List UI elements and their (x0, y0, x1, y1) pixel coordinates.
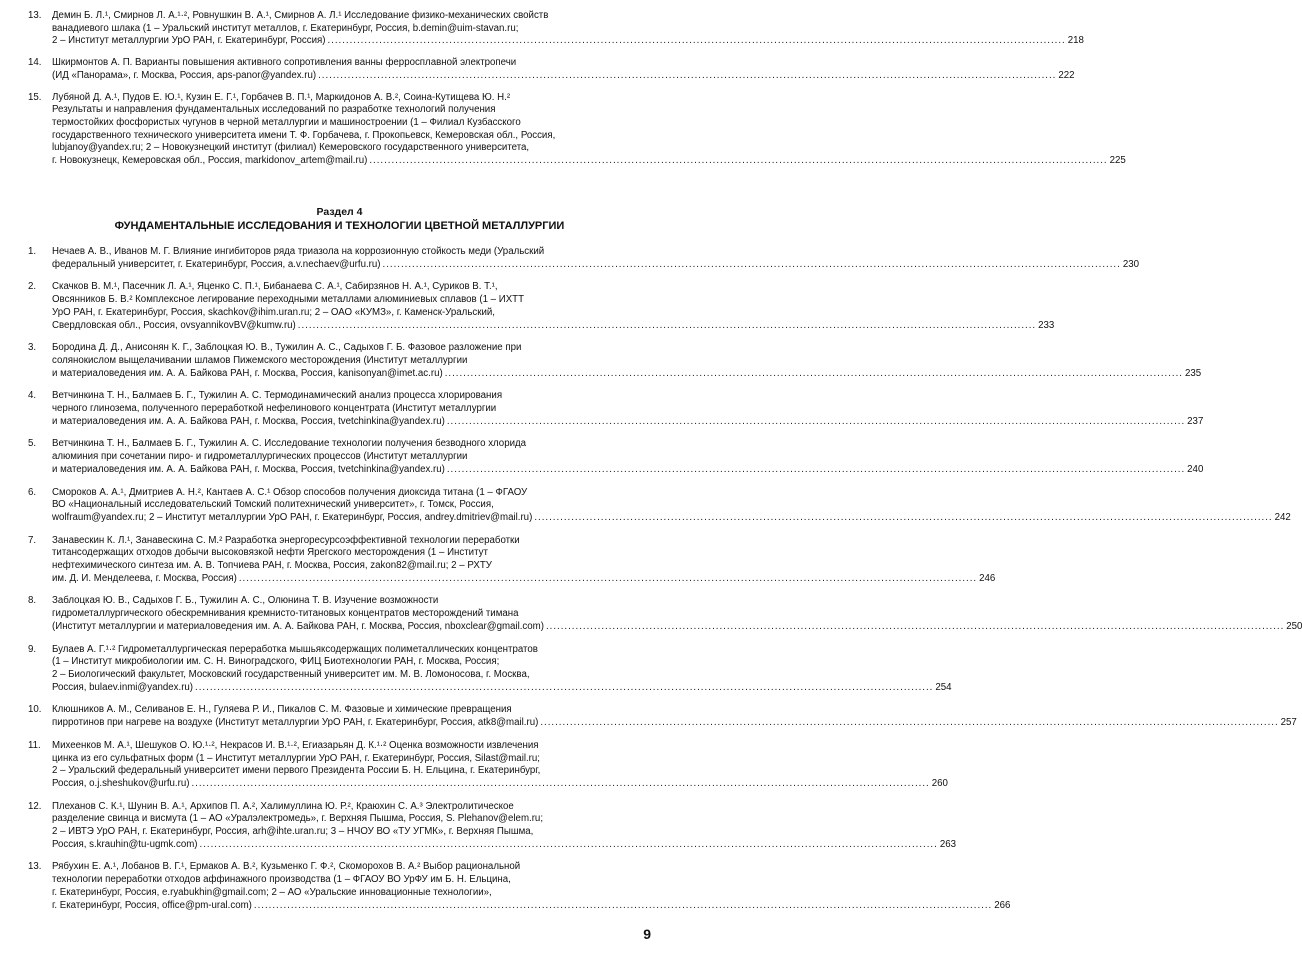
dot-leader: ........................................................................................................................................................................................................ (297, 319, 1037, 331)
entry-page-number: 266 (994, 899, 1011, 911)
toc-entry (0, 91, 1126, 168)
entry-number: 1. (28, 246, 37, 257)
toc-entry (0, 438, 1204, 476)
entry-line: и материаловедения им. А. А. Байкова РАН, г. Москва, Россия, tvetchinkina@yandex.ru) (52, 463, 445, 475)
entry-line: 2 – Биологический факультет, Московский государственный университет им. М. В. Ломоносова, г. Москва, (52, 668, 530, 680)
entry-line: технологии переработки отходов аффинажного производства (1 – ФГАОУ ВО УрФУ им Б. Н. Ельцина, (52, 874, 511, 886)
entry-page-number: 240 (1187, 463, 1204, 475)
toc-entry (0, 342, 1202, 380)
toc-entry (0, 281, 1055, 332)
entry-line: термостойких фосфористых чугунов в черной металлургии и машиностроении (1 – Филиал Кузбасского (52, 116, 521, 128)
entry-page-number: 242 (1274, 511, 1291, 523)
toc-entry (0, 486, 1291, 525)
dot-leader: ........................................................................................................................................................................................................ (444, 367, 1183, 379)
entry-line: 2 – ИВТЭ УрО РАН, г. Екатеринбург, Россия, arh@ihte.uran.ru; 3 – НЧОУ ВО «ТУ УГМК», г. Верхняя Пышма, (52, 826, 534, 838)
entry-last-line (52, 572, 996, 586)
entry-line: Михеенков М. А.¹, Шешуков О. Ю.¹·², Некрасов И. В.¹·², Егиазарьян Д. К.¹·² Оценка возможности извлечения (52, 739, 539, 751)
toc-entry (0, 10, 1084, 48)
entry-number: 14. (28, 57, 42, 69)
entry-line: титансодержащих отходов добычи высоковязкой нефти Ярегского месторождения (1 – Институт (52, 547, 488, 559)
entry-last-line (52, 415, 1204, 429)
entry-number: 15. (28, 91, 42, 103)
toc-section-entries (0, 246, 1302, 912)
entry-last-line (52, 258, 1139, 272)
section-heading (0, 206, 679, 233)
entry-line: ванадиевого шлака (1 – Уральский институт металлов, г. Екатеринбург, Россия, b.demin@uim-stavan.ru; (52, 22, 519, 34)
entry-last-line (52, 838, 956, 852)
toc-entry (0, 739, 948, 791)
dot-leader: ........................................................................................................................................................................................................ (534, 511, 1273, 523)
entry-line: Бородина Д. Д., Анисонян К. Г., Заблоцкая Ю. В., Тужилин А. С., Садыхов Г. Б. Фазовое разложение при (52, 342, 522, 354)
entry-page-number: 222 (1058, 69, 1075, 81)
entry-page-number: 218 (1067, 35, 1084, 47)
entry-page-number: 237 (1187, 415, 1204, 427)
dot-leader: ........................................................................................................................................................................................................ (382, 258, 1121, 270)
entry-line: (Институт металлургии и материаловедения им. А. А. Байкова РАН, г. Москва, Россия, nboxclear@gmail.com) (52, 620, 544, 632)
entry-number: 13. (28, 861, 42, 873)
toc-entry (0, 861, 1011, 912)
toc-entry (0, 57, 1075, 82)
toc-entry (0, 246, 1139, 271)
dot-leader: ........................................................................................................................................................................................................ (238, 572, 978, 584)
entry-line: Нечаев А. В., Иванов М. Г. Влияние ингибиторов ряда триазола на коррозионную стойкость меди (Уральский (52, 246, 545, 257)
entry-line: нефтехимического синтеза им. А. В. Топчиева РАН, г. Москва, Россия, zakon82@mail.ru; 2 – РХТУ (52, 560, 492, 572)
entry-page-number: 254 (935, 681, 952, 693)
entry-line: и материаловедения им. А. А. Байкова РАН, г. Москва, Россия, kanisonyan@imet.ac.ru) (52, 367, 443, 379)
entry-number: 7. (28, 534, 37, 546)
entry-last-line (52, 620, 1302, 634)
entry-line: черного глинозема, полученного переработкой нефелинового концентрата (Институт металлургии (52, 403, 497, 415)
page-number: 9 (643, 926, 651, 942)
dot-leader: ........................................................................................................................................................................................................ (199, 838, 938, 850)
entry-line: Россия, o.j.sheshukov@urfu.ru) (52, 777, 190, 789)
entry-line: Россия, bulaev.inmi@yandex.ru) (52, 681, 194, 693)
entry-page-number: 225 (1109, 155, 1126, 167)
entry-line: Заблоцкая Ю. В., Садыхов Г. Б., Тужилин А. С., Олюнина Т. В. Изучение возможности (52, 595, 439, 607)
toc-entry (0, 704, 1297, 729)
toc-entry (0, 643, 952, 695)
entry-page-number: 250 (1286, 620, 1302, 632)
entry-line: Смороков А. А.¹, Дмитриев А. Н.², Кантаев А. С.¹ Обзор способов получения диоксида титана (1 – ФГАОУ (52, 486, 528, 498)
entry-line: алюминия при сочетании пиро- и гидрометаллургических процессов (Институт металлургии (52, 451, 468, 463)
entry-page-number: 260 (931, 777, 948, 789)
dot-leader: ........................................................................................................................................................................................................ (545, 620, 1285, 632)
entry-line: разделение свинца и висмута (1 – АО «Уралэлектромедь», г. Верхняя Пышма, Россия, S. Plehanov@elem.ru; (52, 813, 544, 825)
entry-line: Результаты и направления фундаментальных исследований по разработке технологий получения (52, 104, 496, 116)
dot-leader: ........................................................................................................................................................................................................ (327, 35, 1066, 47)
entry-line: цинка из его сульфатных форм (1 – Институт металлургии УрО РАН, г. Екатеринбург, Россия, Silast@mail.ru; (52, 752, 540, 764)
entry-line: Россия, s.krauhin@tu-ugmk.com) (52, 838, 198, 850)
entry-line: Плеханов С. К.¹, Шунин В. А.¹, Архипов П. А.², Халимуллина Ю. Р.², Краюхин С. А.³ Электролитическое (52, 800, 514, 812)
dot-leader: ........................................................................................................................................................................................................ (191, 777, 930, 789)
entry-line: им. Д. И. Менделеева, г. Москва, Россия) (52, 572, 237, 584)
entry-number: 6. (28, 486, 37, 498)
dot-leader: ........................................................................................................................................................................................................ (195, 681, 934, 693)
entry-number: 4. (28, 390, 37, 402)
entry-line: Рябухин Е. А.¹, Лобанов В. Г.¹, Ермаков А. В.², Кузьменко Г. Ф.², Скоморохов В. А.² Выбор рациональной (52, 861, 521, 873)
entry-page-number: 263 (939, 838, 956, 850)
entry-line: пирротинов при нагреве на воздухе (Институт металлургии УрО РАН, г. Екатеринбург, Россия, atk8@mail.ru) (52, 717, 539, 729)
entry-line: федеральный университет, г. Екатеринбург, Россия, a.v.nechaev@urfu.ru) (52, 258, 381, 270)
entry-number: 2. (28, 281, 37, 293)
entry-last-line (52, 35, 1084, 48)
entry-line: Демин Б. Л.¹, Смирнов Л. А.¹·², Ровнушкин В. А.¹, Смирнов А. Л.¹ Исследование физико-механических свойств (52, 10, 549, 21)
entry-line: г. Екатеринбург, Россия, office@pm-ural.com) (52, 899, 252, 911)
toc-top-entries (0, 10, 1126, 168)
entry-line: 2 – Уральский федеральный университет имени первого Президента России Б. Н. Ельцина, г. Екатеринбург, (52, 765, 541, 777)
entry-last-line (52, 777, 948, 791)
entry-line: (ИД «Панорама», г. Москва, Россия, aps-panor@yandex.ru) (52, 69, 317, 81)
entry-last-line (52, 899, 1011, 913)
entry-line: 2 – Институт металлургии УрО РАН, г. Екатеринбург, Россия) (52, 35, 326, 47)
entry-line: wolfraum@yandex.ru; 2 – Институт металлургии УрО РАН, г. Екатеринбург, Россия, andrey.dmitriev@mail.ru) (52, 511, 533, 523)
dot-leader: ........................................................................................................................................................................................................ (253, 899, 993, 911)
entry-line: Ветчинкина Т. Н., Балмаев Б. Г., Тужилин А. С. Исследование технологии получения безводного хлорида (52, 438, 527, 450)
entry-line: государственного технического университета имени Т. Ф. Горбачева, г. Прокопьевск, Кемеровская обл., Россия, (52, 129, 556, 141)
entry-page-number: 230 (1122, 258, 1139, 270)
entry-last-line (52, 717, 1297, 730)
entry-line: Свердловская обл., Россия, ovsyannikovBV@kumw.ru) (52, 319, 296, 331)
entry-last-line (52, 69, 1075, 83)
entry-line: Шкирмонтов А. П. Варианты повышения активного сопротивления ванны ферросплавной электропечи (52, 57, 517, 69)
entry-line: Занавескин К. Л.¹, Занавескина С. М.² Разработка энергоресурсоэффективной технологии переработки (52, 534, 520, 546)
entry-line: г. Екатеринбург, Россия, e.ryabukhin@gmail.com; 2 – АО «Уральские инновационные технологии», (52, 886, 492, 898)
entry-last-line (52, 319, 1055, 333)
entry-line: ВО «Национальный исследовательский Томский политехнический университет», г. Томск, Россия, (52, 499, 494, 511)
entry-line: Булаев А. Г.¹·² Гидрометаллургическая переработка мышьяксодержащих полиметаллических концентратов (52, 643, 538, 655)
entry-number: 10. (28, 704, 42, 716)
entry-number: 8. (28, 595, 37, 607)
entry-last-line (52, 155, 1126, 168)
entry-line: г. Новокузнецк, Кемеровская обл., Россия, markidonov_artem@mail.ru) (52, 155, 368, 167)
entry-line: и материаловедения им. А. А. Байкова РАН, г. Москва, Россия, tvetchinkina@yandex.ru) (52, 415, 445, 427)
toc-entry (0, 534, 996, 586)
entry-number: 12. (28, 800, 42, 812)
section-label: Раздел 4 (316, 206, 363, 218)
entry-line: Овсянников Б. В.² Комплексное легирование переходными металлами алюминиевых сплавов (1 – ИХТТ (52, 294, 524, 306)
entry-number: 9. (28, 643, 37, 655)
entry-last-line (52, 681, 952, 695)
section-title: ФУНДАМЕНТАЛЬНЫЕ ИССЛЕДОВАНИЯ И ТЕХНОЛОГИИ ЦВЕТНОЙ МЕТАЛЛУРГИИ (114, 220, 565, 232)
entry-last-line (52, 463, 1204, 477)
entry-number: 5. (28, 438, 37, 450)
dot-leader: ........................................................................................................................................................................................................ (369, 155, 1108, 167)
entry-number: 13. (28, 10, 42, 21)
entry-page-number: 235 (1185, 367, 1202, 379)
entry-line: Ветчинкина Т. Н., Балмаев Б. Г., Тужилин А. С. Термодинамический анализ процесса хлорирования (52, 390, 503, 402)
entry-number: 11. (28, 739, 41, 751)
entry-line: Скачков В. М.¹, Пасечник Л. А.¹, Яценко С. П.¹, Бибанаева С. А.¹, Сабирзянов Н. А.¹, Суриков В. Т.¹, (52, 281, 498, 293)
toc-entry (0, 595, 1302, 633)
entry-line: Лубяной Д. А.¹, Пудов Е. Ю.¹, Кузин Е. Г.¹, Горбачев В. П.¹, Маркидонов А. В.², Соина-Кутищева Ю. Н.² (52, 91, 511, 103)
entry-line: УрО РАН, г. Екатеринбург, Россия, skachkov@ihim.uran.ru; 2 – ОАО «КУМЗ», г. Каменск-Уральский, (52, 306, 495, 318)
toc-entry (0, 800, 956, 852)
entry-number: 3. (28, 342, 37, 354)
entry-line: гидрометаллургического обескремнивания кремнисто-титановых концентратов месторождений тимана (52, 608, 519, 620)
dot-leader: ........................................................................................................................................................................................................ (318, 69, 1057, 81)
entry-page-number: 246 (979, 572, 996, 584)
entry-last-line (52, 511, 1291, 525)
entry-page-number: 233 (1038, 319, 1055, 331)
entry-line: lubjanoy@yandex.ru; 2 – Новокузнецкий институт (филиал) Кемеровского государственного университета, (52, 142, 530, 154)
entry-line: (1 – Институт микробиологии им. С. Н. Виноградского, ФИЦ Биотехнологии РАН, г. Москва, Россия; (52, 656, 500, 668)
entry-line: солянокислом выщелачивании шламов Пижемского месторождения (Институт металлургии (52, 354, 468, 366)
toc-entry (0, 390, 1204, 428)
entry-last-line (52, 367, 1202, 381)
entry-page-number: 257 (1280, 717, 1297, 729)
dot-leader: ........................................................................................................................................................................................................ (446, 415, 1186, 427)
dot-leader: ........................................................................................................................................................................................................ (446, 463, 1186, 475)
dot-leader: ........................................................................................................................................................................................................ (540, 717, 1279, 729)
entry-line: Клюшников А. М., Селиванов Е. Н., Гуляева Р. И., Пикалов С. М. Фазовые и химические превращения (52, 704, 512, 716)
